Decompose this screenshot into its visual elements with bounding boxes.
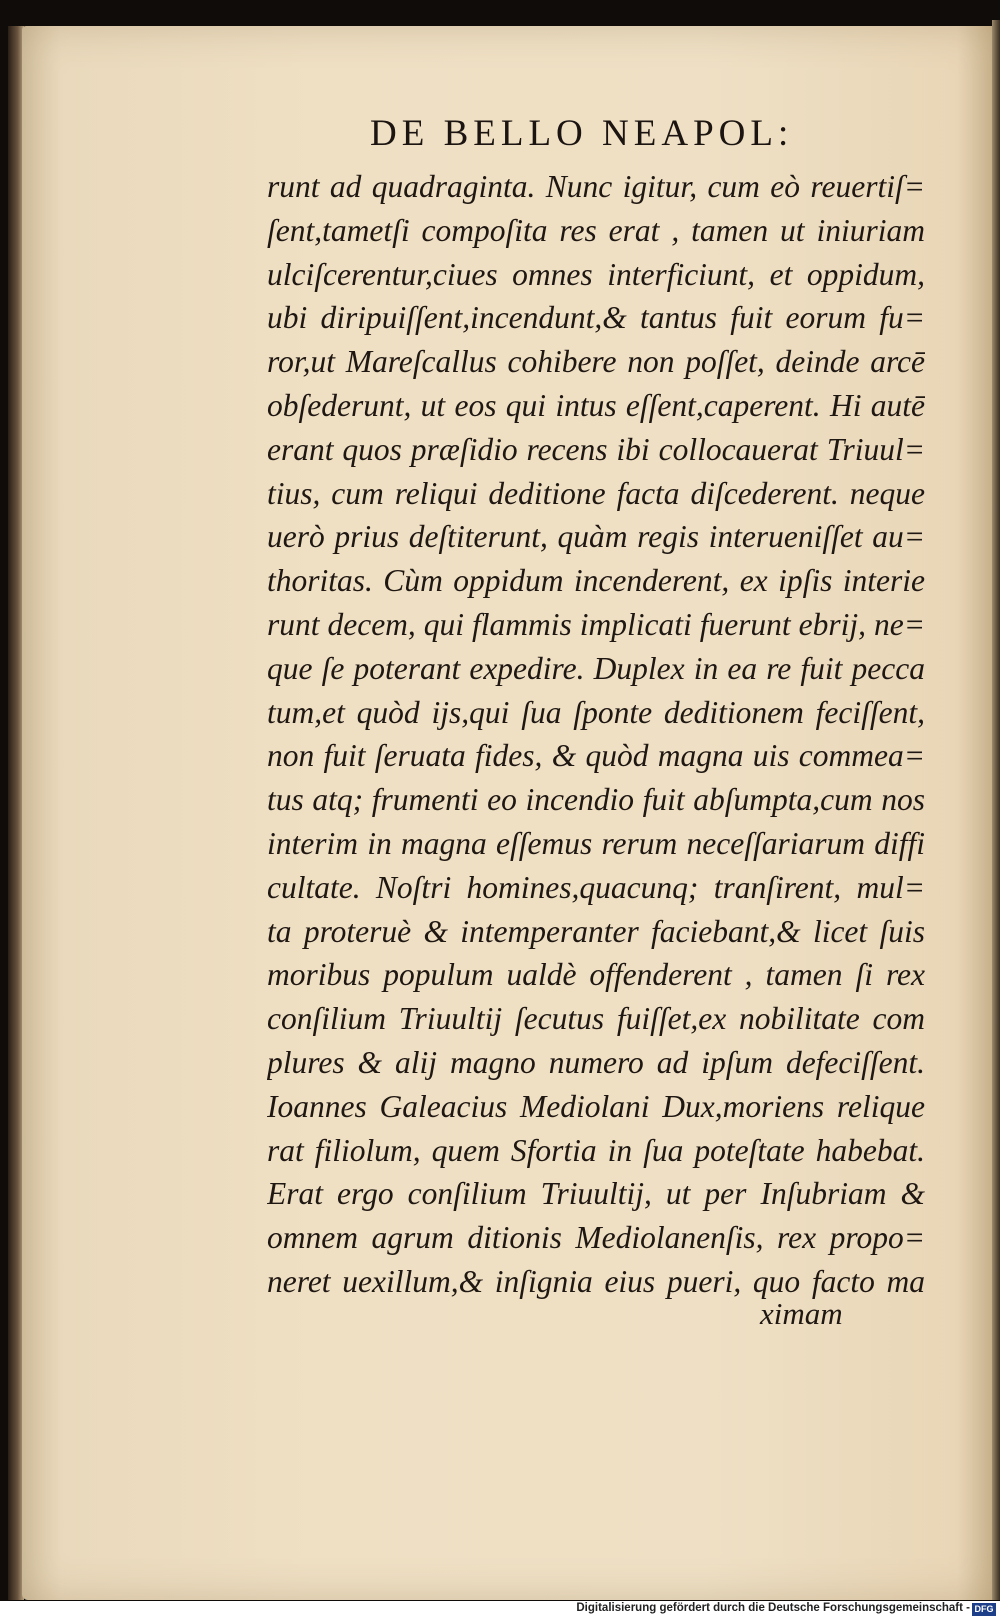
text-line: cultate. Noſtri homines,quacunq; tranſirent, mul=	[267, 869, 925, 905]
text-line: runt decem, qui flammis implicati fuerunt ebrij, ne=	[267, 606, 925, 642]
text-line: moribus populum ualdè offenderent , tamen ſi rex	[267, 957, 925, 993]
catchword: ximam	[760, 1296, 843, 1331]
text-line: ta proteruè & intemperanter faciebant,& licet ſuis	[267, 913, 925, 949]
text-line: neret uexillum,& inſignia eius pueri, quo facto ma	[267, 1263, 925, 1299]
text-line: Erat ergo conſilium Triuultij, ut per Inſubriam &	[267, 1176, 925, 1212]
text-line: tius, cum reliqui deditione facta diſcederent. neque	[267, 475, 925, 511]
text-line: que ſe poterant expedire. Duplex in ea re fuit pecca	[267, 650, 925, 686]
text-line: ulciſcerentur,ciues omnes interficiunt, et oppidum,	[267, 256, 925, 292]
dfg-logo: DFG	[972, 1603, 996, 1616]
text-line: tus atq; frumenti eo incendio fuit abſumpta,cum nos	[267, 782, 925, 818]
text-line: uerò prius deſtiterunt, quàm regis interueniſſet au=	[267, 519, 925, 555]
text-line: ror,ut Mareſcallus cohibere non poſſet, deinde arcē	[267, 344, 925, 380]
text-line: omnem agrum ditionis Mediolanenſis, rex propo=	[267, 1220, 925, 1256]
page-fore-edge	[992, 20, 1000, 1600]
text-line: ubi diripuiſſent,incendunt,& tantus fuit eorum fu=	[267, 300, 925, 336]
text-line: thoritas. Cùm oppidum incenderent, ex ipſis interie	[267, 563, 925, 599]
running-head: DE BELLO NEAPOL:	[370, 113, 794, 154]
text-line: tum,et quòd ijs,qui ſua ſponte deditionem feciſſent,	[267, 694, 925, 730]
text-line: Ioannes Galeacius Mediolani Dux,moriens relique	[267, 1088, 925, 1124]
body-text	[267, 165, 925, 1304]
text-line: interim in magna eſſemus rerum neceſſariarum diffi	[267, 825, 925, 861]
text-line: plures & alij magno numero ad ipſum defeciſſent.	[267, 1044, 925, 1080]
text-line: ſent,tametſi compoſita res erat , tamen ut iniuriam	[267, 212, 925, 248]
text-line: runt ad quadraginta. Nunc igitur, cum eò reuertiſ=	[267, 169, 925, 204]
text-line: non fuit ſeruata fides, & quòd magna uis commea=	[267, 738, 925, 774]
text-line: obſederunt, ut eos qui intus eſſent,caperent. Hi autē	[267, 387, 925, 423]
text-line: rat filiolum, quem Sfortia in ſua poteſtate habebat.	[267, 1132, 925, 1168]
text-line: erant quos præſidio recens ibi collocauerat Triuul=	[267, 431, 925, 467]
text-line: conſilium Triuultij ſecutus fuiſſet,ex nobilitate com	[267, 1001, 925, 1037]
footer-credit: Digitalisierung gefördert durch die Deutsche Forschungsgemeinschaft -	[576, 1602, 970, 1614]
